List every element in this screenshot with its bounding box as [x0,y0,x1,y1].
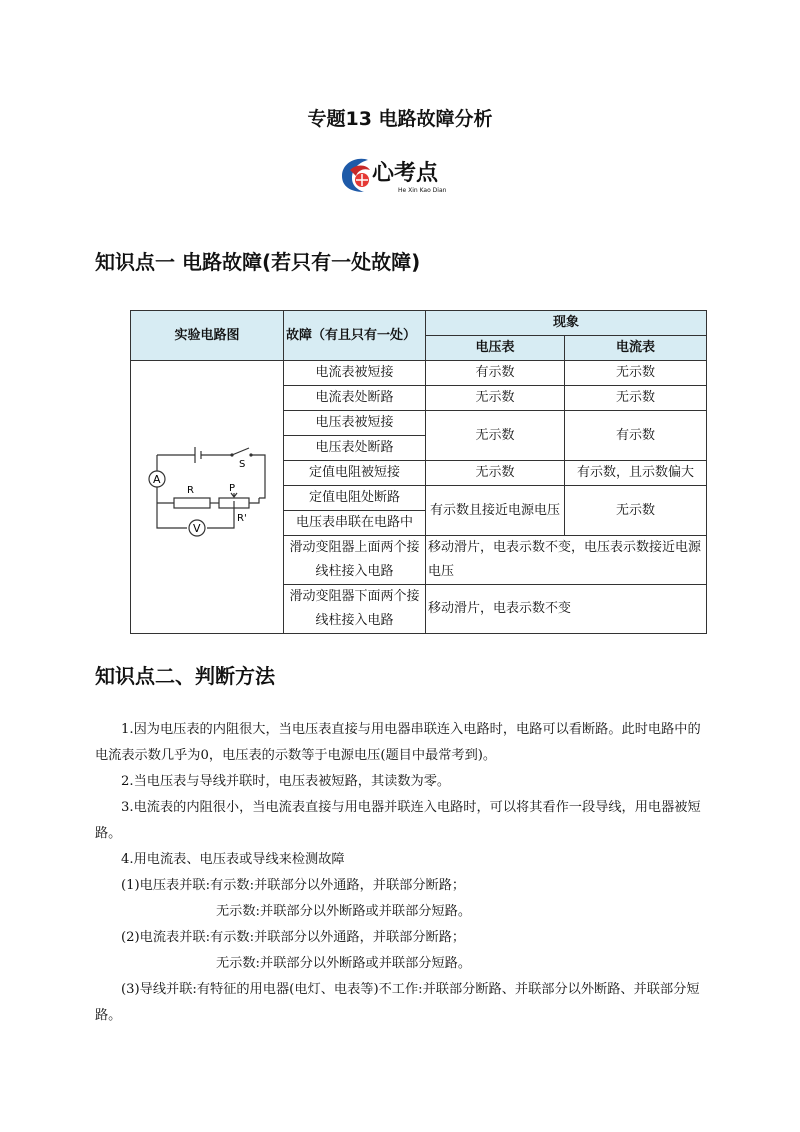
paragraph-5: (1)电压表并联:有示数:并联部分以外通路，并联部分断路； [121,878,466,893]
ammeter-cell: 无示数 [565,361,707,386]
resistor-label: R [187,484,194,496]
fault-cell: 电压表串联在电路中 [284,511,426,536]
paragraph-2: 2.当电压表与导线并联时，电压表被短路，其读数为零。 [121,774,451,789]
logo-sub-text: He Xin Kao Dian [398,187,447,194]
paragraph-9: (3)导线并联:有特征的用电器(电灯、电表等)不工作:并联部分断路、并联部分以外断路、并联部分短路。 [95,982,700,1023]
fault-table [130,310,707,634]
header-fault: 故障（有且只有一处） [284,311,426,361]
ammeter-label: A [153,472,161,486]
fault-cell: 定值电阻处断路 [284,486,426,511]
phenomenon-cell: 移动滑片，电表示数不变 [426,585,707,634]
rheostat-label: R' [237,512,247,524]
fault-cell: 电流表处断路 [284,386,426,411]
voltmeter-label: V [193,521,201,535]
paragraph-4: 4.用电流表、电压表或导线来检测故障 [121,852,345,867]
ammeter-cell: 无示数 [565,386,707,411]
slider-label: P [229,482,236,494]
ammeter-cell: 有示数 [565,411,707,461]
fault-cell: 电压表处断路 [284,436,426,461]
circuit-diagram [137,433,277,553]
page-title: 专题13 电路故障分析 [307,108,493,130]
resistor-symbol [174,498,210,508]
ammeter-cell: 有示数，且示数偏大 [565,461,707,486]
paragraph-6: 无示数:并联部分以外断路或并联部分短路。 [216,904,472,919]
ammeter-cell: 无示数 [565,486,707,536]
paragraph-1: 1.因为电压表的内阻很大，当电压表直接与用电器串联连入电路时，电路可以看断路。此时电路中的电流表示数几乎为0，电压表的示数等于电源电压(题目中最常考到)。 [95,722,701,763]
voltmeter-cell: 有示数 [426,361,565,386]
fault-cell: 滑动变阻器下面两个接线柱接入电路 [284,585,426,634]
header-phenomenon: 现象 [426,311,707,336]
voltmeter-cell: 无示数 [426,411,565,461]
paragraph-7: (2)电流表并联:有示数:并联部分以外通路，并联部分断路； [121,930,466,945]
fault-cell: 定值电阻被短接 [284,461,426,486]
voltmeter-cell: 无示数 [426,386,565,411]
header-voltmeter: 电压表 [426,336,565,361]
logo-emblem-icon [342,159,370,192]
section1-heading: 知识点一 电路故障(若只有一处故障) [95,250,421,274]
paragraph-8: 无示数:并联部分以外断路或并联部分短路。 [216,956,472,971]
switch-label: S [239,458,246,470]
header-circuit: 实验电路图 [131,311,284,361]
circuit-diagram-cell [131,361,284,634]
fault-cell: 电流表被短接 [284,361,426,386]
logo-main-text: 心考点 [372,160,439,186]
fault-cell: 滑动变阻器上面两个接线柱接入电路 [284,536,426,585]
voltmeter-cell: 有示数且接近电源电压 [426,486,565,536]
fault-cell: 电压表被短接 [284,411,426,436]
logo [338,150,463,196]
header-ammeter: 电流表 [565,336,707,361]
phenomenon-cell: 移动滑片，电表示数不变，电压表示数接近电源电压 [426,536,707,585]
voltmeter-cell: 无示数 [426,461,565,486]
paragraph-3: 3.电流表的内阻很小，当电流表直接与用电器并联连入电路时，可以将其看作一段导线，用电器被短路。 [95,800,701,841]
section2-heading: 知识点二、判断方法 [95,664,275,688]
